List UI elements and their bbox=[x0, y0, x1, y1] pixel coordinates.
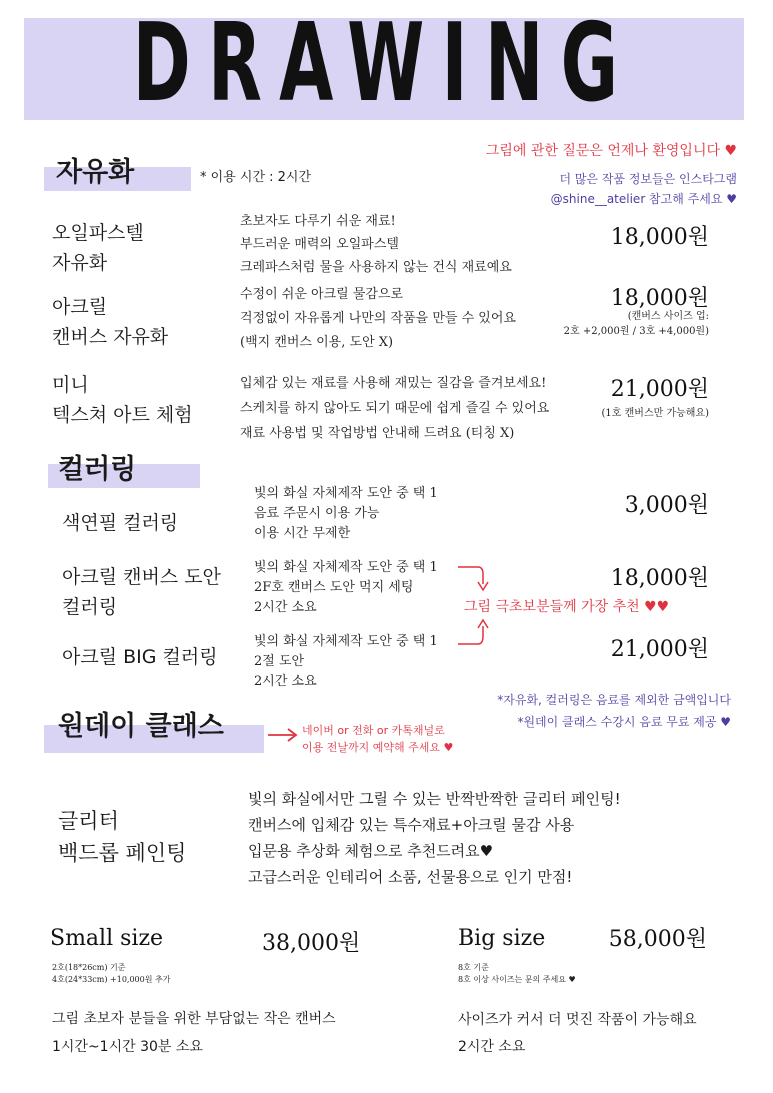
desc-line: (백지 캔버스 이용, 도안 X) bbox=[240, 335, 394, 350]
item-name-line2: 캔버스 자유화 bbox=[52, 326, 169, 348]
desc-line: 입체감 있는 재료를 사용해 재밌는 질감을 즐겨보세요! bbox=[240, 376, 547, 391]
recommend-note: 그림 극초보분들께 가장 추천 ♥♥ bbox=[464, 599, 670, 615]
oneday-desc bbox=[248, 786, 621, 890]
item-name-line1: 아크릴 bbox=[52, 296, 108, 318]
big-size-price: 58,000원 bbox=[608, 927, 707, 952]
item-price: 18,000원 bbox=[610, 225, 709, 250]
menu-item-glitter bbox=[58, 805, 186, 869]
desc-line: 빛의 화실 자체제작 도안 중 택 1 bbox=[254, 634, 438, 649]
desc-line: 부드러운 매력의 오일파스텔 bbox=[240, 237, 399, 252]
item-name-line2: 백드롭 페인팅 bbox=[58, 841, 187, 865]
desc-line: 스케치를 하지 않아도 되기 때문에 쉽게 즐길 수 있어요 bbox=[240, 401, 550, 416]
size-desc-line: 1시간~1시간 30분 소요 bbox=[52, 1039, 203, 1055]
desc-line: 2시간 소요 bbox=[254, 674, 317, 689]
size-note: 4호(24*33cm) +10,000원 추가 bbox=[52, 975, 171, 984]
desc-line: 걱정없이 자유롭게 나만의 작품을 만들 수 있어요 bbox=[240, 311, 516, 326]
desc-line: 빛의 화실 자체제작 도안 중 택 1 bbox=[254, 486, 438, 501]
item-desc bbox=[240, 283, 516, 355]
desc-line: 고급스러운 인테리어 소품, 선물용으로 인기 만점! bbox=[248, 868, 573, 886]
reserve-note bbox=[302, 722, 453, 756]
desc-line: 입문용 추상화 체험으로 추천드려요♥ bbox=[248, 842, 494, 860]
menu-item-texture-art bbox=[52, 370, 193, 430]
desc-line: 2절 도안 bbox=[254, 654, 305, 669]
desc-line: 음료 주문시 이용 가능 bbox=[254, 506, 380, 521]
desc-line: 빛의 화실에서만 그릴 수 있는 반짝반짝한 글리터 페인팅! bbox=[248, 790, 621, 808]
desc-line: 2시간 소요 bbox=[254, 600, 317, 615]
desc-line: 2F호 캔버스 도안 먹지 세팅 bbox=[254, 580, 414, 595]
desc-line: 초보자도 다루기 쉬운 재료! bbox=[240, 214, 396, 229]
size-note: 8호 기준 bbox=[458, 963, 489, 972]
insta-line-2: @shine__atelier 참고해 주세요 ♥ bbox=[550, 192, 737, 206]
big-size-label: Big size bbox=[458, 926, 546, 951]
small-size-notes bbox=[52, 962, 170, 986]
menu-item-acrylic-big-coloring: 아크릴 BIG 컬러링 bbox=[62, 646, 218, 668]
item-name-line1: 미니 bbox=[52, 374, 89, 396]
welcome-note: 그림에 관한 질문은 언제나 환영입니다 ♥ bbox=[485, 143, 737, 159]
item-name-line1: 글리터 bbox=[58, 809, 119, 833]
drink-free-note: *원데이 클래스 수강시 음료 무료 제공 ♥ bbox=[517, 715, 731, 729]
menu-item-colored-pencil: 색연필 컬러링 bbox=[62, 512, 179, 534]
insta-note bbox=[551, 169, 737, 209]
free-heading: 자유화 bbox=[56, 157, 135, 188]
menu-item-acrylic-canvas-coloring bbox=[62, 562, 221, 622]
arrow-up-icon bbox=[458, 626, 483, 644]
reserve-line: 이용 전날까지 예약해 주세요 ♥ bbox=[302, 741, 454, 754]
note-line: 2호 +2,000원 / 3호 +4,000원) bbox=[563, 326, 709, 337]
item-name-line2: 컬러링 bbox=[62, 596, 118, 618]
oneday-heading: 원데이 클래스 bbox=[58, 711, 224, 742]
desc-line: 크레파스처럼 물을 사용하지 않는 건식 재료예요 bbox=[240, 260, 512, 275]
item-price: 21,000원 bbox=[610, 637, 709, 662]
size-note: 8호 이상 사이즈는 문의 주세요 ♥ bbox=[458, 975, 576, 984]
item-price: 18,000원 bbox=[610, 566, 709, 591]
size-note: 2호(18*26cm) 기준 bbox=[52, 963, 126, 972]
big-size-desc bbox=[458, 1007, 697, 1061]
arrow-right-icon bbox=[266, 727, 300, 743]
item-desc bbox=[254, 484, 438, 544]
reserve-line: 네이버 or 전화 or 카톡채널로 bbox=[302, 724, 445, 737]
item-name-line1: 아크릴 캔버스 도안 bbox=[62, 566, 221, 588]
small-size-label: Small size bbox=[50, 926, 164, 951]
desc-line: 이용 시간 무제한 bbox=[254, 526, 351, 541]
arrow-down-icon bbox=[458, 567, 483, 584]
item-note bbox=[564, 309, 709, 339]
item-desc bbox=[254, 558, 438, 618]
item-name-line1: 오일파스텔 bbox=[52, 222, 144, 244]
desc-line: 캔버스에 입체감 있는 특수재료+아크릴 물감 사용 bbox=[248, 816, 575, 834]
small-size-price: 38,000원 bbox=[262, 931, 361, 956]
coloring-heading: 컬러링 bbox=[58, 454, 137, 485]
desc-line: 재료 사용법 및 작업방법 안내해 드려요 (티칭 X) bbox=[240, 426, 515, 441]
item-name-line2: 자유화 bbox=[52, 252, 108, 274]
insta-line-1: 더 많은 작품 정보들은 인스타그램 bbox=[559, 172, 737, 186]
menu-item-acrylic-free bbox=[52, 292, 168, 352]
size-desc-line: 사이즈가 커서 더 멋진 작품이 가능해요 bbox=[458, 1012, 697, 1028]
item-desc bbox=[254, 632, 438, 692]
menu-item-oilpastel bbox=[52, 218, 144, 278]
size-desc-line: 2시간 소요 bbox=[458, 1039, 526, 1055]
note-line: (캔버스 사이즈 업: bbox=[627, 311, 709, 322]
free-time: * 이용 시간 : 2시간 bbox=[200, 170, 312, 185]
item-note: (1호 캔버스만 가능해요) bbox=[601, 408, 709, 419]
item-name-line2: 텍스쳐 아트 체험 bbox=[52, 404, 193, 426]
desc-line: 수정이 쉬운 아크릴 물감으로 bbox=[240, 287, 404, 302]
item-price: 21,000원 bbox=[610, 377, 709, 402]
page-title: DRAWING bbox=[132, 1, 636, 126]
item-price: 18,000원 bbox=[610, 286, 709, 311]
size-desc-line: 그림 초보자 분들을 위한 부담없는 작은 캔버스 bbox=[52, 1011, 336, 1027]
item-desc bbox=[240, 210, 512, 279]
desc-line: 빛의 화실 자체제작 도안 중 택 1 bbox=[254, 560, 438, 575]
item-price: 3,000원 bbox=[624, 493, 709, 518]
drink-note: *자유화, 컬러링은 음료를 제외한 금액입니다 bbox=[497, 693, 731, 707]
small-size-desc bbox=[52, 1005, 336, 1061]
big-size-notes bbox=[458, 962, 576, 986]
item-desc bbox=[240, 371, 549, 446]
